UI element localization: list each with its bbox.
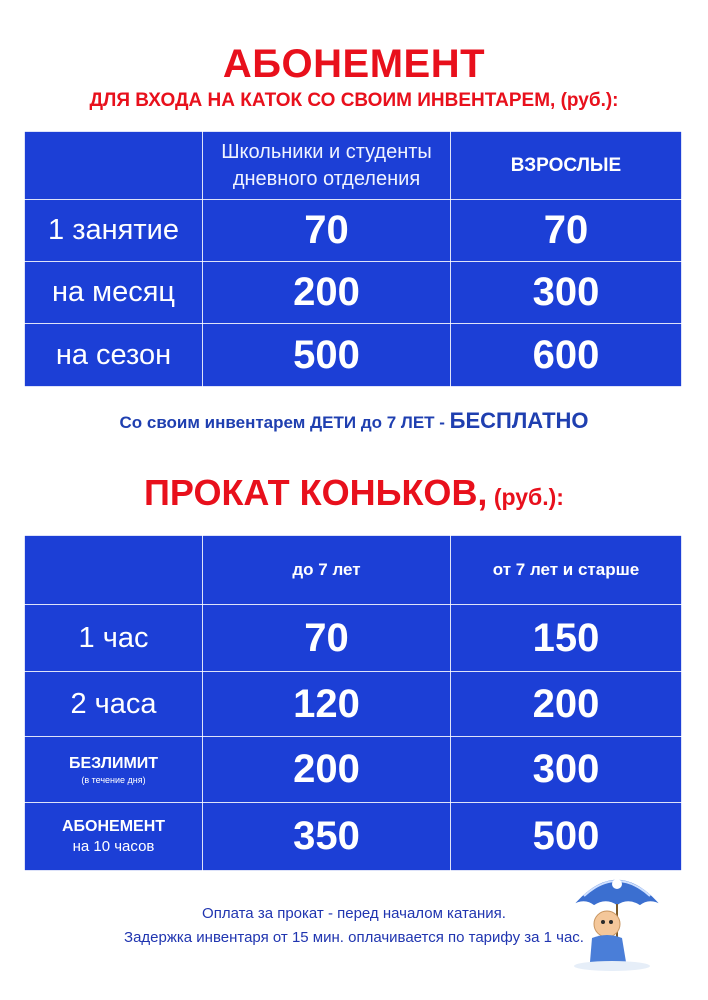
kids-note-text: Со своим инвентарем ДЕТИ до 7 ЛЕТ - — [119, 413, 450, 432]
price-over7: 150 — [451, 605, 682, 672]
table-row — [25, 605, 682, 672]
row-label — [25, 737, 203, 803]
mascot-body — [590, 935, 626, 962]
rental-title-text: ПРОКАТ КОНЬКОВ, — [144, 472, 488, 513]
header-students — [203, 132, 451, 200]
table-row — [25, 737, 682, 803]
price-under7: 120 — [203, 672, 451, 737]
row-label-main: АБОНЕМЕНТ — [61, 817, 166, 835]
rental-title — [0, 472, 708, 514]
price-adults: 600 — [451, 324, 682, 387]
header-empty-cell — [25, 536, 203, 605]
price-over7: 300 — [451, 737, 682, 803]
footer-payment-note: Оплата за прокат - перед началом катания. — [202, 905, 506, 922]
row-label: 2 часа — [25, 672, 203, 737]
mascot-eye — [601, 920, 605, 924]
row-label: 1 час — [25, 605, 203, 672]
row-label — [25, 803, 203, 871]
row-label-main: БЕЗЛИМИТ — [68, 754, 159, 772]
footer-delay-note: Задержка инвентаря от 15 мин. оплачивается по тарифу за 1 час. — [124, 929, 584, 946]
kids-free-note — [0, 408, 708, 434]
header-empty-cell — [25, 132, 203, 200]
header-students-line1: Школьники и студенты — [221, 140, 432, 163]
price-adults: 300 — [451, 262, 682, 324]
price-students: 200 — [203, 262, 451, 324]
header-under7: до 7 лет — [203, 536, 451, 605]
kids-note-free: БЕСПЛАТНО — [449, 408, 589, 433]
table-row — [25, 262, 682, 324]
header-adults: ВЗРОСЛЫЕ — [451, 132, 682, 200]
table-header-row — [25, 132, 682, 200]
mascot-eye — [609, 920, 613, 924]
row-label: на месяц — [25, 262, 203, 324]
price-adults: 70 — [451, 200, 682, 262]
price-students: 70 — [203, 200, 451, 262]
subscription-price-table — [24, 131, 682, 387]
mascot-illustration — [562, 858, 672, 973]
subscription-subtitle: ДЛЯ ВХОДА НА КАТОК СО СВОИМ ИНВЕНТАРЕМ, (руб.): — [89, 90, 619, 111]
price-under7: 350 — [203, 803, 451, 871]
price-under7: 70 — [203, 605, 451, 672]
table-row — [25, 324, 682, 387]
rental-title-unit: (руб.): — [487, 484, 564, 510]
table-header-row — [25, 536, 682, 605]
row-label: на сезон — [25, 324, 203, 387]
mascot-head — [594, 911, 620, 937]
row-label-sub: (в течение дня) — [81, 774, 146, 785]
row-label-sub: на 10 часов — [72, 837, 155, 855]
header-over7: от 7 лет и старше — [451, 536, 682, 605]
snow-ground — [574, 961, 650, 971]
row-label: 1 занятие — [25, 200, 203, 262]
price-students: 500 — [203, 324, 451, 387]
rental-price-table — [24, 535, 682, 871]
price-under7: 200 — [203, 737, 451, 803]
subscription-title: АБОНЕМЕНТ — [222, 42, 486, 86]
price-over7: 500 — [451, 803, 682, 871]
price-over7: 200 — [451, 672, 682, 737]
snowflake-icon — [612, 879, 622, 889]
table-row — [25, 200, 682, 262]
table-row — [25, 672, 682, 737]
header-students-line2: дневного отделения — [232, 167, 421, 190]
